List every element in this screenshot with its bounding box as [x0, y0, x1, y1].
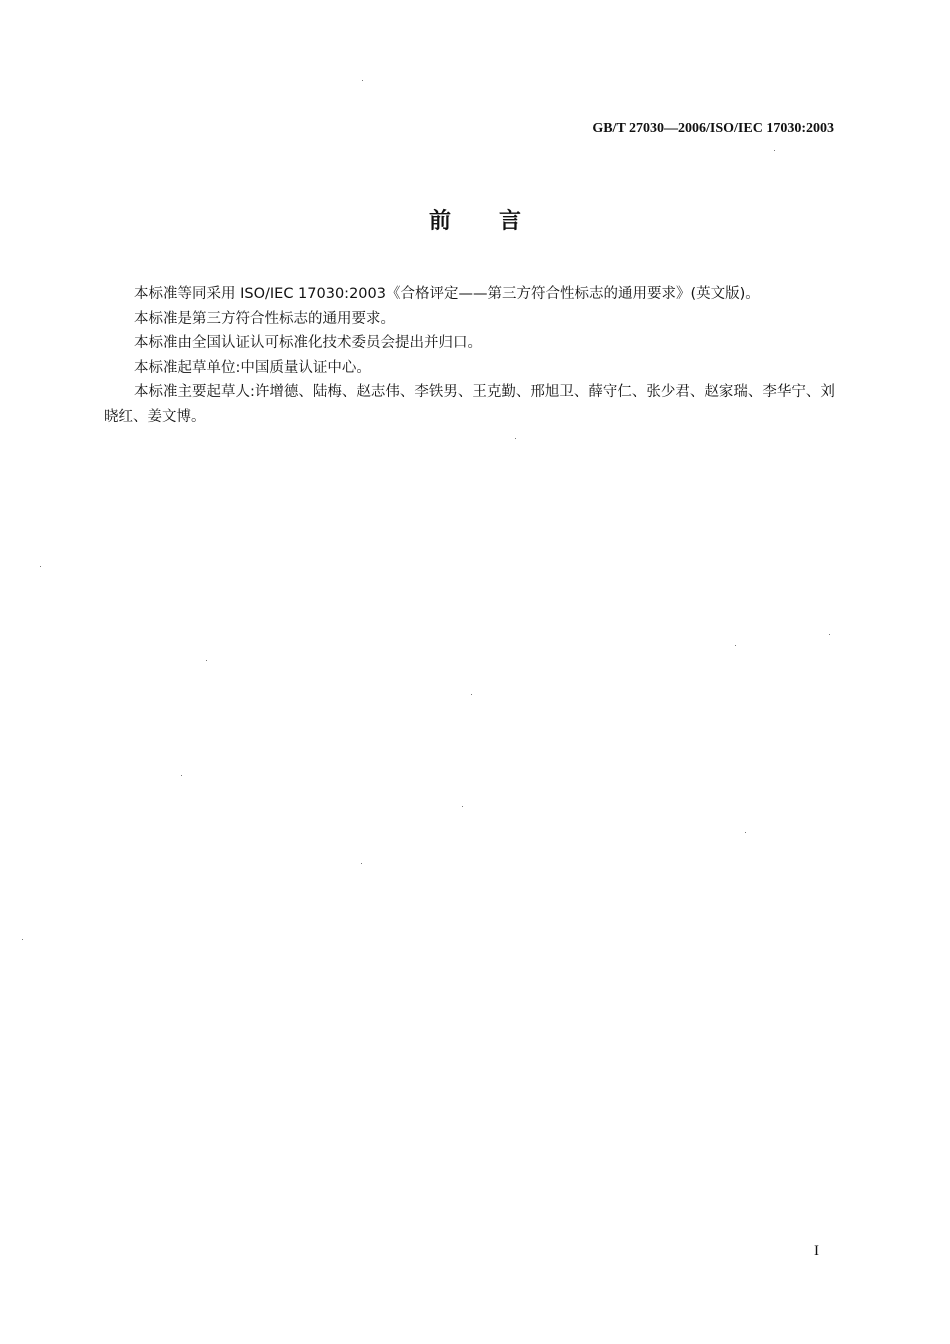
scan-speck [471, 694, 472, 695]
paragraph-drafting-unit: 本标准起草单位:中国质量认证中心。 [134, 359, 371, 376]
foreword-body [104, 282, 844, 429]
scan-speck [745, 832, 746, 833]
scan-speck [362, 80, 363, 81]
paragraph-proposer: 本标准由全国认证认可标准化技术委员会提出并归口。 [134, 335, 482, 351]
paragraph-adoption: 本标准等同采用 ISO/IEC 17030:2003《合格评定——第三方符合性标志的通用要求》(英文版)。 [134, 286, 760, 302]
paragraph-drafters: 本标准主要起草人:许增德、陆梅、赵志伟、李铁男、王克勤、邢旭卫、薛守仁、张少君、赵家瑞、李华宁、刘晓红、姜文博。 [104, 384, 835, 425]
scan-speck [829, 634, 830, 635]
page-title: 前言 [428, 209, 569, 234]
scan-speck [22, 939, 23, 940]
page-number: I [814, 1243, 819, 1259]
scan-speck [206, 660, 207, 661]
scan-speck [40, 566, 41, 567]
scan-speck [361, 863, 362, 864]
standard-code: GB/T 27030—2006/ISO/IEC 17030:2003 [592, 121, 834, 136]
scan-speck [735, 645, 736, 646]
scan-speck [462, 806, 463, 807]
scan-speck [515, 438, 516, 439]
scan-speck [181, 775, 182, 776]
scan-speck [774, 150, 775, 151]
paragraph-scope: 本标准是第三方符合性标志的通用要求。 [134, 310, 395, 327]
